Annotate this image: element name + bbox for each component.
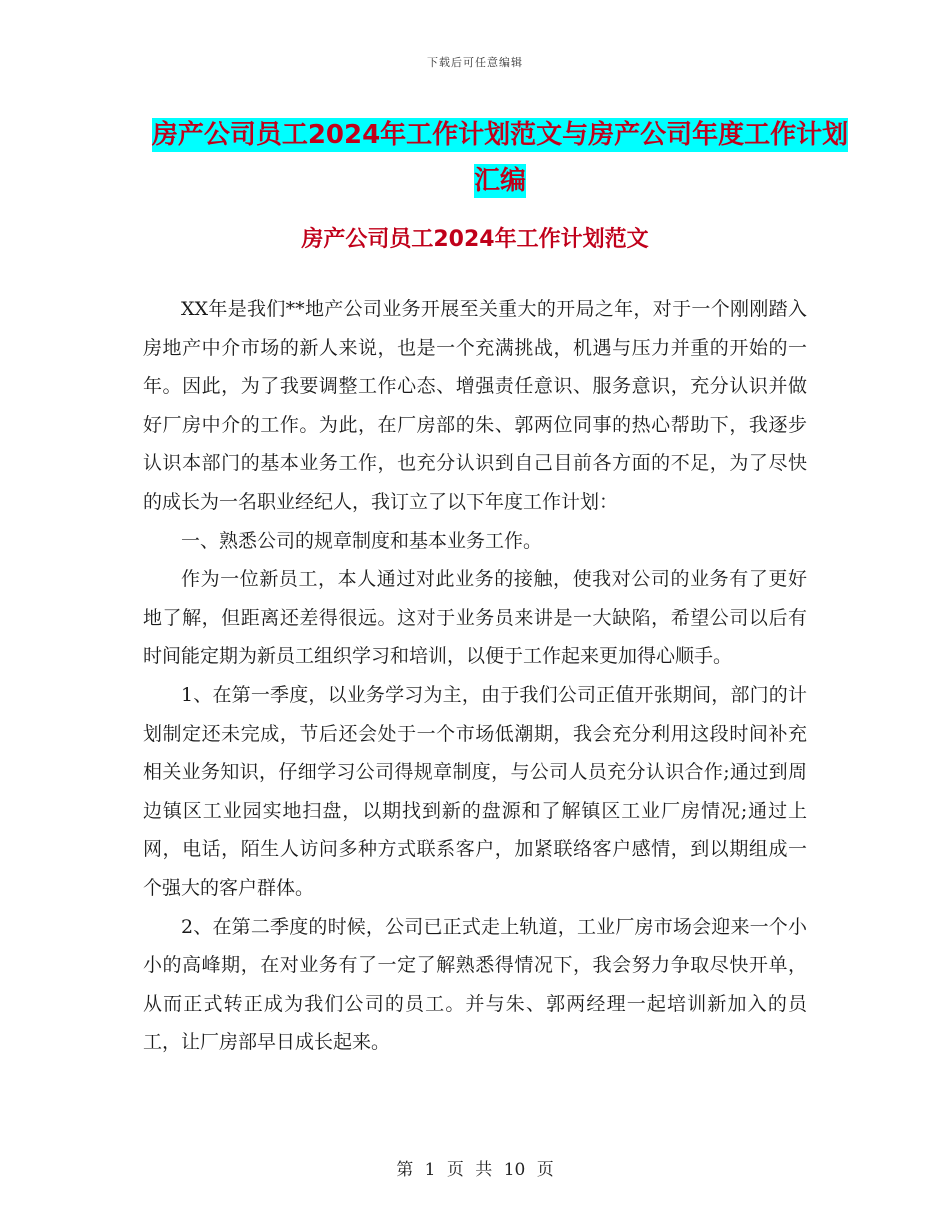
paragraph-heading-one: 一、熟悉公司的规章制度和基本业务工作。 bbox=[181, 529, 543, 552]
document-title-highlight: 房产公司员工2024年工作计划范文与房产公司年度工作计划汇编 bbox=[151, 120, 849, 196]
paragraph-first-quarter: 1、在第一季度，以业务学习为主，由于我们公司正值开张期间，部门的计划制定还未完成，节后还会处于一个市场低潮期，我会充分利用这段时间补充相关业务知识，仔细学习公司得规章制度，与公司人员充分认识合作;通过到周边镇区工业园实地扫盘，以期找到新的盘源和了解镇区工业厂房情况;通过上网，电话，陌生人访问多种方式联系客户，加紧联络客户感情，到以期组成一个强大的客户群体。 bbox=[143, 683, 807, 899]
page-footer: 第 1 页 共 10 页 bbox=[396, 1160, 554, 1180]
section-title: 房产公司员工2024年工作计划范文 bbox=[301, 227, 649, 252]
paragraph-intro: XX年是我们**地产公司业务开展至关重大的开局之年，对于一个刚刚踏入房地产中介市场的新人来说，也是一个充满挑战，机遇与压力并重的开始的一年。因此，为了我要调整工作心态、增强责任意识、服务意识，充分认识并做好厂房中介的工作。为此，在厂房部的朱、郭两位同事的热心帮助下，我逐步认识本部门的基本业务工作，也充分认识到自己目前各方面的不足，为了尽快的成长为一名职业经纪人，我订立了以下年度工作计划： bbox=[143, 298, 807, 513]
paragraph-second-quarter: 2、在第二季度的时候，公司已正式走上轨道，工业厂房市场会迎来一个小小的高峰期，在对业务有了一定了解熟悉得情况下，我会努力争取尽快开单，从而正式转正成为我们公司的员工。并与朱、郭两经理一起培训新加入的员工，让厂房部早日成长起来。 bbox=[143, 915, 807, 1054]
document-body bbox=[143, 290, 807, 1062]
header-note: 下载后可任意编辑 bbox=[427, 56, 523, 69]
document-title bbox=[140, 112, 860, 204]
paragraph-new-employee: 作为一位新员工，本人通过对此业务的接触，使我对公司的业务有了更好地了解，但距离还差得很远。这对于业务员来讲是一大缺陷，希望公司以后有时间能定期为新员工组织学习和培训，以便于工作起来更加得心顺手。 bbox=[143, 568, 807, 668]
